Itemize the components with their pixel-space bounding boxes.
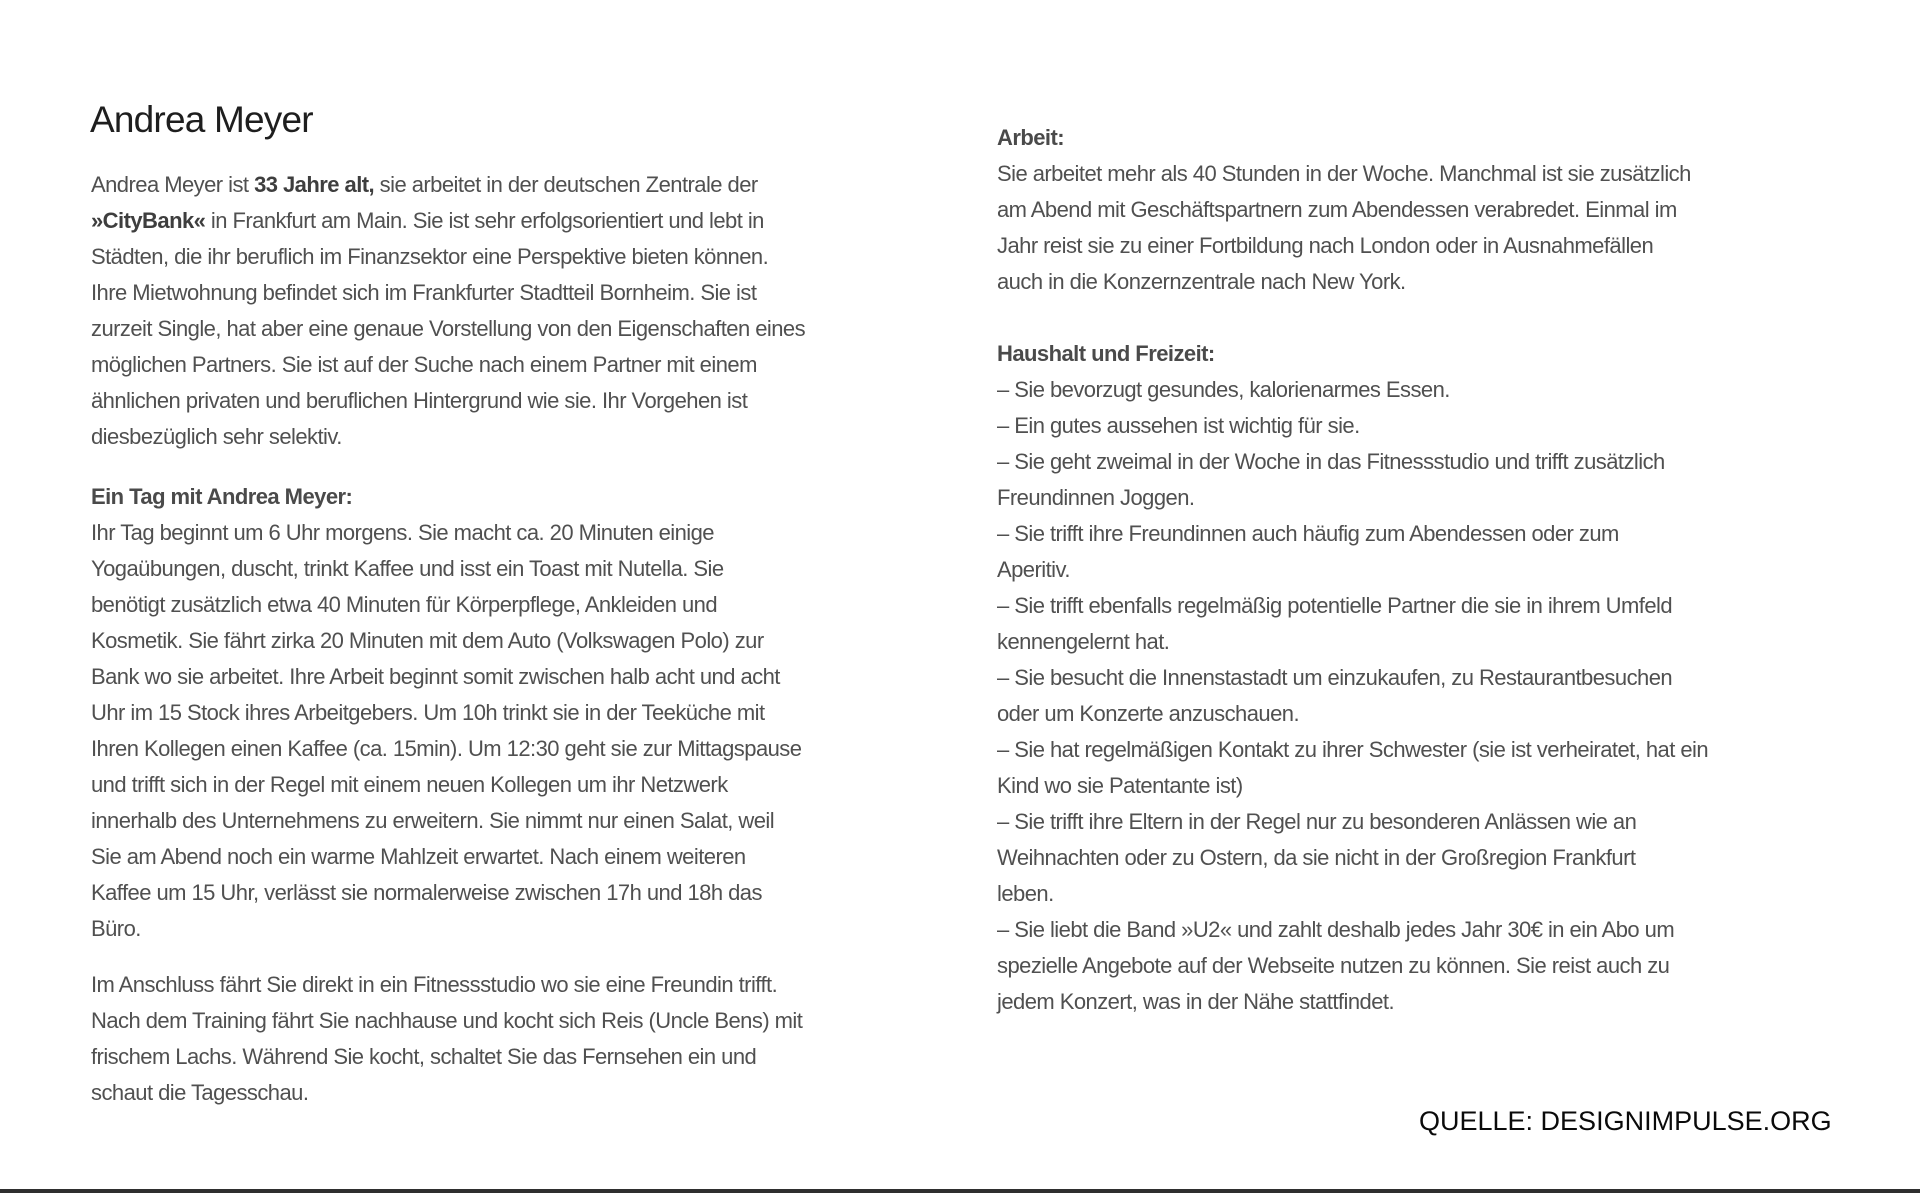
- evening-line: Im Anschluss fährt Sie direkt in ein Fitnessstudio wo sie eine Freundin trifft.: [91, 972, 778, 997]
- household-list-line: jedem Konzert, was in der Nähe stattfindet.: [997, 989, 1395, 1014]
- household-list-line: – Sie bevorzugt gesundes, kalorienarmes Essen.: [997, 377, 1450, 402]
- intro-text: Andrea Meyer ist: [91, 172, 255, 197]
- household-list-line: spezielle Angebote auf der Webseite nutzen zu können. Sie reist auch zu: [997, 953, 1670, 978]
- persona-title: Andrea Meyer: [90, 99, 313, 140]
- intro-text: sie arbeitet in der deutschen Zentrale der: [374, 172, 758, 197]
- work-line: am Abend mit Geschäftspartnern zum Abendessen verabredet. Einmal im: [997, 197, 1677, 222]
- day-line: Bank wo sie arbeitet. Ihre Arbeit beginnt somit zwischen halb acht und acht: [91, 664, 780, 689]
- household-list-line: Kind wo sie Patentante ist): [997, 773, 1243, 798]
- day-line: Ihren Kollegen einen Kaffee (ca. 15min). Um 12:30 geht sie zur Mittagspause: [91, 736, 802, 761]
- intro-line: [91, 203, 805, 239]
- day-line: Kaffee um 15 Uhr, verlässt sie normalerweise zwischen 17h und 18h das: [91, 880, 762, 905]
- day-line: Ihr Tag beginnt um 6 Uhr morgens. Sie macht ca. 20 Minuten einige: [91, 520, 714, 545]
- intro-line: Ihre Mietwohnung befindet sich im Frankfurter Stadtteil Bornheim. Sie ist: [91, 280, 757, 305]
- household-list-line: – Sie liebt die Band »U2« und zahlt deshalb jedes Jahr 30€ in ein Abo um: [997, 917, 1675, 942]
- employer-highlight: »CityBank«: [91, 208, 206, 233]
- household-list-line: Weihnachten oder zu Ostern, da sie nicht in der Großregion Frankfurt: [997, 845, 1636, 870]
- household-list-line: oder um Konzerte anzuschauen.: [997, 701, 1300, 726]
- evening-line: Nach dem Training fährt Sie nachhause und kocht sich Reis (Uncle Bens) mit: [91, 1008, 803, 1033]
- intro-line: diesbezüglich sehr selektiv.: [91, 424, 342, 449]
- household-list-line: – Sie geht zweimal in der Woche in das Fitnessstudio und trifft zusätzlich: [997, 449, 1665, 474]
- intro-line: ähnlichen privaten und beruflichen Hintergrund wie sie. Ihr Vorgehen ist: [91, 388, 748, 413]
- day-line: Uhr im 15 Stock ihres Arbeitgebers. Um 10h trinkt sie in der Teeküche mit: [91, 700, 765, 725]
- evening-line: schaut die Tagesschau.: [91, 1080, 309, 1105]
- household-list-line: – Ein gutes aussehen ist wichtig für sie.: [997, 413, 1360, 438]
- household-list-line: – Sie trifft ebenfalls regelmäßig potentielle Partner die sie in ihrem Umfeld: [997, 593, 1673, 618]
- work-lines: [997, 156, 1691, 300]
- intro-paragraph: [91, 167, 805, 455]
- day-line: Kosmetik. Sie fährt zirka 20 Minuten mit dem Auto (Volkswagen Polo) zur: [91, 628, 764, 653]
- day-heading: Ein Tag mit Andrea Meyer:: [91, 484, 353, 509]
- intro-text: in Frankfurt am Main. Sie ist sehr erfolgsorientiert und lebt in: [205, 208, 764, 233]
- day-line: benötigt zusätzlich etwa 40 Minuten für Körperpflege, Ankleiden und: [91, 592, 718, 617]
- intro-line: Städten, die ihr beruflich im Finanzsektor eine Perspektive bieten können.: [91, 244, 769, 269]
- intro-line: möglichen Partners. Sie ist auf der Suche nach einem Partner mit einem: [91, 352, 757, 377]
- day-section: [91, 479, 801, 947]
- intro-lines: [91, 239, 805, 455]
- work-section: [997, 120, 1691, 300]
- household-list-line: Aperitiv.: [997, 557, 1070, 582]
- household-list-line: – Sie hat regelmäßigen Kontakt zu ihrer Schwester (sie ist verheiratet, hat ein: [997, 737, 1709, 762]
- work-heading: Arbeit:: [997, 125, 1065, 150]
- household-lines: [997, 372, 1708, 1020]
- evening-line: frischem Lachs. Während Sie kocht, schaltet Sie das Fernsehen ein und: [91, 1044, 757, 1069]
- household-list-line: – Sie trifft ihre Freundinnen auch häufig zum Abendessen oder zum: [997, 521, 1619, 546]
- household-heading: Haushalt und Freizeit:: [997, 341, 1215, 366]
- intro-line: [91, 167, 805, 203]
- evening-paragraph: [91, 967, 802, 1111]
- day-line: Sie am Abend noch ein warme Mahlzeit erwartet. Nach einem weiteren: [91, 844, 746, 869]
- household-section: [997, 336, 1708, 1020]
- day-lines: [91, 515, 801, 947]
- household-list-line: – Sie trifft ihre Eltern in der Regel nur zu besonderen Anlässen wie an: [997, 809, 1637, 834]
- work-line: Sie arbeitet mehr als 40 Stunden in der Woche. Manchmal ist sie zusätzlich: [997, 161, 1691, 186]
- intro-line: zurzeit Single, hat aber eine genaue Vorstellung von den Eigenschaften eines: [91, 316, 806, 341]
- household-list-line: leben.: [997, 881, 1054, 906]
- day-line: innerhalb des Unternehmens zu erweitern. Sie nimmt nur einen Salat, weil: [91, 808, 775, 833]
- day-line: und trifft sich in der Regel mit einem neuen Kollegen um ihr Netzwerk: [91, 772, 728, 797]
- household-list-line: – Sie besucht die Innenstastadt um einzukaufen, zu Restaurantbesuchen: [997, 665, 1673, 690]
- evening-lines: [91, 967, 802, 1111]
- age-highlight: 33 Jahre alt,: [254, 172, 375, 197]
- household-list-line: kennengelernt hat.: [997, 629, 1170, 654]
- day-line: Büro.: [91, 916, 141, 941]
- household-list-line: Freundinnen Joggen.: [997, 485, 1195, 510]
- day-line: Yogaübungen, duscht, trinkt Kaffee und isst ein Toast mit Nutella. Sie: [91, 556, 724, 581]
- bottom-divider: [0, 1189, 1920, 1193]
- source-credit: QUELLE: DESIGNIMPULSE.ORG: [1419, 1106, 1832, 1136]
- work-line: Jahr reist sie zu einer Fortbildung nach London oder in Ausnahmefällen: [997, 233, 1654, 258]
- work-line: auch in die Konzernzentrale nach New York.: [997, 269, 1406, 294]
